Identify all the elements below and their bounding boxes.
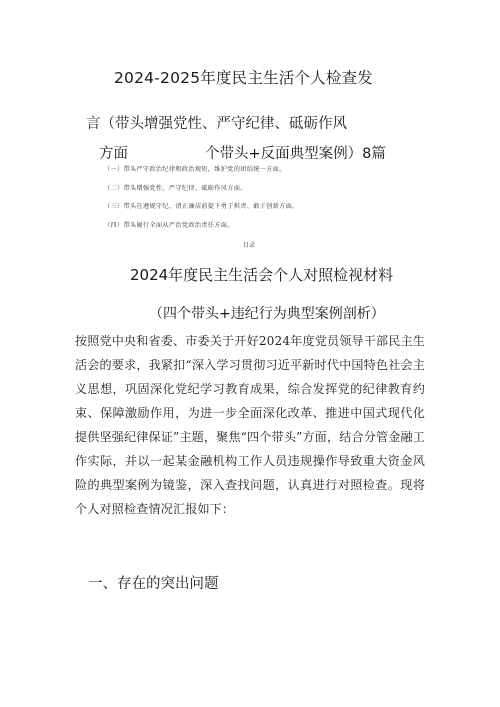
- toc-item: （一）带头严守政治纪律和政治规矩，维护党的团结统一方面。: [104, 166, 286, 173]
- toc-item: （二）带头增强党性、严守纪律、砥砺作风方面。: [104, 185, 247, 192]
- toc-item: （四）带头履行全面从严治党政治责任方面。: [104, 222, 234, 229]
- toc-label: 目录: [243, 242, 256, 249]
- section-subheading: （四个带头+违纪行为典型案例剖析）: [149, 306, 385, 322]
- document-title-line-1: 2024-2025年度民主生活个人检查发: [114, 69, 373, 87]
- document-title-line-3-left: 方面: [99, 146, 128, 162]
- body-paragraph: 按照党中央和省委、市委关于开好2024年度党员领导干部民主生活会的要求，我紧扣“深入学习贯彻习近平新时代中国特色社会主义思想，巩固深化党纪学习教育成果，综合发挥党的纪律教育约束、保障激励作用，为进一步全面深化改革、推进中国式现代化提供坚强纪律保证”主题，聚焦“四个带头”方面，结合分管金融工作实际，并以一起某金融机构工作人员违规操作导致重大资金风险的典型案例为镜鉴，深入查找问题，认真进行对照检查。现将个人对照检查情况汇报如下：: [75, 334, 425, 516]
- document-title-line-2: 言（带头增强党性、严守纪律、砥砺作风: [86, 116, 347, 132]
- section-title: 一、存在的突出问题: [88, 576, 219, 592]
- toc-item: （三）带头在遵规守纪、清正廉洁前提下勇于担责、敢于创新方面。: [104, 203, 299, 210]
- document-title-line-3-right: 个带头+反面典型案例）8篇: [205, 146, 386, 162]
- section-heading: 2024年度民主生活会个人对照检视材料: [130, 266, 394, 284]
